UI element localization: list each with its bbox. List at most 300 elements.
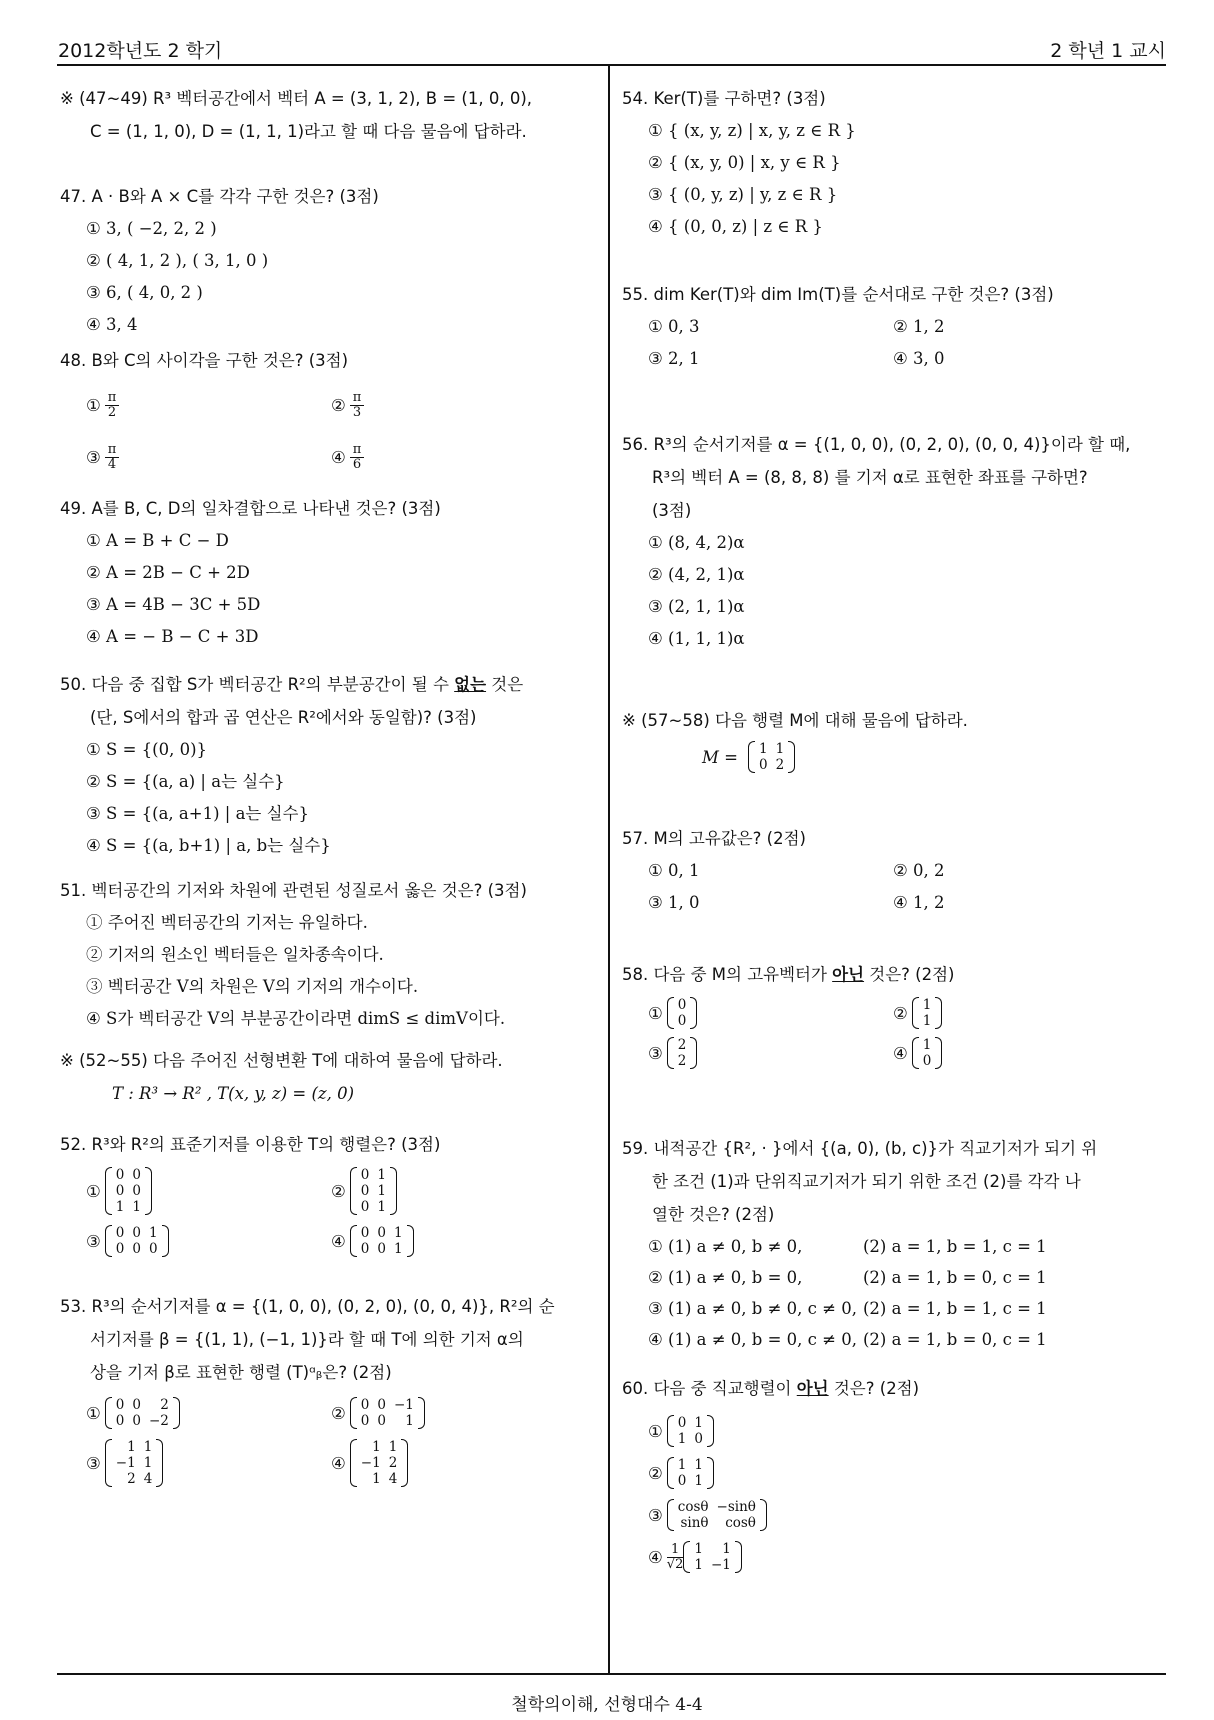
option-2[interactable] — [893, 997, 1138, 1029]
condition-1: ④ (1) a ≠ 0, b = 0, c ≠ 0, — [648, 1330, 857, 1349]
option-row — [622, 1037, 1167, 1069]
option-list — [622, 1415, 1167, 1573]
left-bracket — [667, 1415, 674, 1447]
option-row — [60, 1397, 595, 1429]
option-2[interactable] — [622, 1457, 1167, 1489]
left-bracket — [105, 1439, 112, 1487]
left-bracket — [912, 997, 919, 1029]
matrix-entry: sinθ — [680, 1515, 709, 1531]
question-60 — [622, 1372, 1167, 1573]
intro-line: ※ (47~49) R³ 벡터공간에서 벡터 A = (3, 1, 2), B = (1, 0, 0), — [60, 89, 532, 108]
matrix — [667, 1499, 767, 1531]
intro-line: ※ (57~58) 다음 행렬 M에 대해 물음에 답하라. — [622, 711, 968, 730]
option-mark: ② — [648, 1463, 663, 1483]
matrix-entry: 0 — [360, 1225, 370, 1241]
stem-text: 58. 다음 중 M의 고유벡터가 — [622, 965, 833, 984]
matrix-entry: 0 — [377, 1413, 386, 1429]
option-row — [622, 311, 1167, 343]
matrix-entry: 4 — [388, 1471, 398, 1487]
question-stem-cont: (3점) — [652, 501, 692, 520]
matrix — [667, 997, 698, 1029]
condition-2: (2) a = 1, b = 0, c = 1 — [863, 1268, 1047, 1287]
option-mark: ③ — [86, 1231, 101, 1251]
option-mark: ① — [86, 1403, 101, 1423]
left-bracket — [912, 1037, 919, 1069]
matrix — [350, 1397, 425, 1429]
question-stem: 52. R³와 R²의 표준기저를 이용한 T의 행렬은? (3점) — [60, 1135, 441, 1154]
page-footer: 철학의이해, 선형대수 4-4 — [511, 1695, 703, 1715]
matrix-entry: 2 — [388, 1455, 398, 1471]
intro-formula: T : R³ → R² , T(x, y, z) = (z, 0) — [112, 1084, 355, 1103]
matrix-entry: 0 — [132, 1413, 141, 1429]
intro-line: C = (1, 1, 0), D = (1, 1, 1)라고 할 때 다음 물음에 답하라. — [90, 122, 527, 141]
stem-text: 것은? (2점) — [864, 965, 955, 984]
matrix-entry: 0 — [115, 1241, 125, 1257]
option-2[interactable] — [331, 1397, 576, 1429]
matrix — [667, 1037, 698, 1069]
matrix-entry: 0 — [677, 1013, 687, 1029]
option-3[interactable] — [648, 1037, 893, 1069]
option-1[interactable]: ① 0, 1 — [648, 861, 700, 880]
matrix-entry: 2 — [160, 1397, 169, 1413]
question-stem-cont: (단, S에서의 합과 곱 연산은 R²에서와 동일함)? (3점) — [90, 708, 477, 727]
option-2[interactable]: ② { (x, y, 0) | x, y ∈ R } — [648, 153, 841, 172]
question-stem: 49. A를 B, C, D의 일차결합으로 나타낸 것은? (3점) — [60, 499, 441, 518]
matrix-entry: 0 — [360, 1167, 370, 1183]
right-bracket — [418, 1397, 425, 1429]
matrix-entries — [674, 1415, 707, 1447]
matrix-entries — [357, 1439, 402, 1487]
option-mark: ③ — [648, 1043, 663, 1063]
right-bracket — [407, 1225, 414, 1257]
matrix — [105, 1225, 169, 1257]
condition-1: ① (1) a ≠ 0, b ≠ 0, — [648, 1237, 803, 1256]
right-bracket — [156, 1439, 163, 1487]
right-bracket — [735, 1541, 742, 1573]
option-3[interactable]: ③ { (0, y, z) | y, z ∈ R } — [648, 185, 838, 204]
stem-emphasis: 없는 — [454, 675, 487, 694]
matrix-entry: 1 — [115, 1199, 125, 1215]
matrix-entry: −1 — [360, 1455, 381, 1471]
matrix-entry: 1 — [377, 1199, 386, 1215]
matrix — [912, 997, 943, 1029]
matrix — [667, 1457, 714, 1489]
denominator: 3 — [352, 404, 362, 420]
option-mark: ③ — [86, 447, 101, 467]
left-bracket — [350, 1167, 357, 1215]
condition-2: (2) a = 1, b = 0, c = 1 — [863, 1330, 1047, 1349]
matrix-entry: 0 — [758, 757, 768, 773]
matrix-entry: 0 — [377, 1397, 386, 1413]
question-49 — [60, 492, 595, 653]
matrix-entry: cosθ — [725, 1515, 756, 1531]
matrix-entry: −sinθ — [716, 1499, 756, 1515]
right-bracket — [935, 1037, 942, 1069]
right-bracket — [690, 997, 697, 1029]
matrix-entry: 1 — [132, 1199, 141, 1215]
matrix-entry: 1 — [694, 1541, 703, 1557]
matrix-entry: 0 — [677, 1415, 687, 1431]
matrix-entries — [919, 1037, 936, 1069]
option-1[interactable] — [648, 997, 893, 1029]
option-4[interactable] — [331, 1439, 576, 1487]
option-4[interactable]: ④ { (0, 0, z) | z ∈ R } — [648, 217, 823, 236]
matrix — [105, 1439, 164, 1487]
option-mark: ④ — [331, 447, 346, 467]
question-53 — [60, 1290, 595, 1487]
option-3[interactable] — [86, 1225, 331, 1257]
option-row — [622, 343, 1167, 375]
numerator: π — [105, 391, 120, 406]
right-bracket — [390, 1167, 397, 1215]
option-4[interactable] — [622, 1541, 1167, 1573]
option-1[interactable]: ① { (x, y, z) | x, y, z ∈ R } — [648, 121, 856, 140]
question-stem-cont: R³의 벡터 A = (8, 8, 8) 를 기저 α로 표현한 좌표를 구하면? — [652, 468, 1088, 487]
numerator: π — [350, 443, 365, 458]
option-2[interactable]: ② S = {(a, a) | a는 실수} — [86, 772, 285, 791]
matrix-entry: 1 — [372, 1471, 381, 1487]
option-mark: ④ — [648, 1547, 663, 1567]
question-stem: 54. Ker(T)를 구하면? (3점) — [622, 89, 826, 108]
denominator: 6 — [352, 456, 362, 472]
option-row — [60, 1225, 595, 1257]
option-4[interactable]: ④ 3, 0 — [893, 349, 945, 368]
fraction — [350, 443, 365, 472]
option-4[interactable] — [331, 443, 576, 472]
bottom-rule — [57, 1673, 1166, 1675]
left-bracket — [748, 741, 755, 773]
matrix-entry: 2 — [677, 1053, 687, 1069]
right-bracket — [173, 1397, 180, 1429]
option-mark: ② — [331, 1181, 346, 1201]
question-59 — [622, 1132, 1167, 1355]
matrix-entry: 0 — [377, 1225, 386, 1241]
left-bracket — [105, 1167, 112, 1215]
matrix-entries — [674, 997, 691, 1029]
condition-1: ② (1) a ≠ 0, b = 0, — [648, 1268, 803, 1287]
matrix-entry: 1 — [694, 1457, 703, 1473]
option-4[interactable]: ④ S가 벡터공간 V의 부분공간이라면 dimS ≤ dimV이다. — [86, 1009, 506, 1028]
question-stem-cont: 서기저를 β = {(1, 1), (−1, 1)}라 할 때 T에 의한 기저 α의 — [90, 1330, 524, 1349]
option-mark: ④ — [331, 1453, 346, 1473]
matrix-entries — [112, 1439, 157, 1487]
option-4[interactable] — [331, 1225, 576, 1257]
matrix-entry: −2 — [148, 1413, 169, 1429]
matrix-entry: 0 — [360, 1397, 370, 1413]
stem-text: 60. 다음 중 직교행렬이 — [622, 1379, 797, 1398]
question-47 — [60, 180, 595, 341]
left-bracket — [667, 1037, 674, 1069]
question-stem: 56. R³의 순서기저를 α = {(1, 0, 0), (0, 2, 0), (0, 0, 4)}이라 할 때, — [622, 435, 1131, 454]
right-bracket — [690, 1037, 697, 1069]
option-row — [60, 1439, 595, 1487]
left-bracket — [667, 997, 674, 1029]
option-1[interactable]: ① 주어진 벡터공간의 기저는 유일하다. — [86, 913, 368, 932]
matrix-entry: 1 — [922, 997, 932, 1013]
matrix-entry: 0 — [115, 1397, 125, 1413]
left-bracket — [667, 1499, 674, 1531]
matrix — [748, 741, 795, 773]
matrix-entry: 1 — [405, 1413, 414, 1429]
question-58 — [622, 958, 1167, 1069]
option-2[interactable]: ② 0, 2 — [893, 861, 945, 880]
option-4[interactable] — [893, 1037, 1138, 1069]
option-4[interactable]: ④ 1, 2 — [893, 893, 945, 912]
matrix-entry: 1 — [393, 1241, 403, 1257]
matrix-entry: 0 — [132, 1225, 141, 1241]
option-mark: ④ — [893, 1043, 908, 1063]
left-bracket — [667, 1457, 674, 1489]
intro-47-49 — [60, 82, 595, 148]
matrix — [683, 1541, 742, 1573]
option-3[interactable] — [86, 443, 331, 472]
question-stem: 57. M의 고유값은? (2점) — [622, 829, 806, 848]
option-mark: ② — [331, 395, 346, 415]
option-2[interactable] — [331, 391, 576, 420]
right-bracket — [788, 741, 795, 773]
option-mark: ① — [86, 395, 101, 415]
matrix — [105, 1397, 180, 1429]
matrix-entry: 0 — [377, 1241, 386, 1257]
left-bracket — [105, 1397, 112, 1429]
matrix-entry: 1 — [922, 1037, 932, 1053]
header-left: 2012학년도 2 학기 — [58, 40, 223, 62]
stem-emphasis: 아닌 — [796, 1379, 829, 1398]
right-bracket — [760, 1499, 767, 1531]
left-bracket — [105, 1225, 112, 1257]
question-56 — [622, 428, 1167, 655]
question-54 — [622, 82, 1167, 243]
matrix-entry: 0 — [132, 1183, 141, 1199]
denominator: 4 — [107, 456, 117, 472]
option-3[interactable]: ③ 1, 0 — [648, 893, 700, 912]
matrix-entry: 1 — [694, 1473, 703, 1489]
numerator: π — [105, 443, 120, 458]
matrix-entry: 0 — [677, 1473, 687, 1489]
matrix-entry: 0 — [148, 1241, 158, 1257]
matrix-entry: 1 — [377, 1183, 386, 1199]
numerator: 1 — [667, 1543, 684, 1558]
question-stem — [60, 668, 595, 701]
matrix-entry: 2 — [127, 1471, 136, 1487]
matrix-entry: 2 — [775, 757, 785, 773]
matrix — [748, 741, 795, 773]
option-4[interactable]: ④ S = {(a, b+1) | a, b는 실수} — [86, 836, 331, 855]
left-bracket — [683, 1541, 690, 1573]
option-3[interactable]: ③ 6, ( 4, 0, 2 ) — [86, 283, 203, 302]
denominator: √2 — [666, 1556, 684, 1572]
option-row — [60, 385, 595, 425]
matrix — [105, 1167, 152, 1215]
fraction — [667, 1543, 684, 1572]
matrix-entry: −1 — [393, 1397, 414, 1413]
question-stem-cont: 상을 기저 β로 표현한 행렬 (T)ᵅᵦ은? (2점) — [90, 1363, 392, 1382]
option-3[interactable]: ③ S = {(a, a+1) | a는 실수} — [86, 804, 309, 823]
question-stem-cont: 열한 것은? (2점) — [652, 1205, 775, 1224]
fraction — [105, 391, 120, 420]
option-mark: ③ — [648, 1505, 663, 1525]
option-1[interactable] — [622, 1231, 1167, 1262]
matrix-entry: 2 — [677, 1037, 687, 1053]
matrix-entries — [357, 1167, 390, 1215]
matrix-entry: 0 — [115, 1225, 125, 1241]
option-4[interactable]: ④ 3, 4 — [86, 315, 138, 334]
option-2[interactable]: ② 1, 2 — [893, 317, 945, 336]
matrix-entries — [112, 1397, 173, 1429]
matrix-entry: 0 — [360, 1413, 370, 1429]
matrix-entry: 0 — [360, 1241, 370, 1257]
option-2[interactable]: ② 기저의 원소인 벡터들은 일차종속이다. — [86, 945, 384, 964]
numerator: π — [350, 391, 365, 406]
matrix-entry: −1 — [710, 1557, 731, 1573]
matrix-entry: 4 — [143, 1471, 153, 1487]
option-4[interactable]: ④ (1, 1, 1)α — [648, 629, 745, 648]
matrix-entry: 1 — [372, 1439, 381, 1455]
option-3[interactable]: ③ A = 4B − 3C + 5D — [86, 595, 261, 614]
matrix-entry: 1 — [377, 1167, 386, 1183]
question-stem: 59. 내적공간 {R², · }에서 {(a, 0), (b, c)}가 직교기저가 되기 위 — [622, 1139, 1098, 1158]
matrix-entry: 1 — [388, 1439, 398, 1455]
left-bracket — [350, 1225, 357, 1257]
matrix-entry: 1 — [775, 741, 785, 757]
option-row — [622, 855, 1167, 887]
matrix-entries — [690, 1541, 735, 1573]
matrix-entry: 1 — [922, 1013, 932, 1029]
option-mark: ③ — [86, 1453, 101, 1473]
option-3[interactable]: ③ 2, 1 — [648, 349, 700, 368]
option-1[interactable] — [86, 391, 331, 420]
option-1[interactable]: ① S = {(0, 0)} — [86, 740, 208, 759]
left-bracket — [350, 1439, 357, 1487]
matrix-entry: 0 — [132, 1241, 141, 1257]
matrix-entry: 1 — [393, 1225, 403, 1241]
matrix — [912, 1037, 943, 1069]
option-row — [622, 887, 1167, 919]
matrix-entry: 0 — [360, 1183, 370, 1199]
matrix-entries — [755, 741, 788, 773]
matrix-entries — [112, 1167, 145, 1215]
option-3[interactable]: ③ 벡터공간 V의 차원은 V의 기저의 개수이다. — [86, 977, 419, 996]
option-1[interactable]: ① A = B + C − D — [86, 531, 229, 550]
condition-2: (2) a = 1, b = 1, c = 1 — [863, 1237, 1047, 1256]
matrix-entries — [919, 997, 936, 1029]
intro-57-58 — [622, 704, 1167, 773]
option-2[interactable]: ② A = 2B − C + 2D — [86, 563, 250, 582]
matrix-entry: 0 — [694, 1431, 703, 1447]
right-bracket — [145, 1167, 152, 1215]
matrix-entries — [357, 1397, 418, 1429]
question-stem: 51. 벡터공간의 기저와 차원에 관련된 성질로서 옳은 것은? (3점) — [60, 881, 527, 900]
option-mark: ② — [331, 1403, 346, 1423]
option-mark: ④ — [331, 1231, 346, 1251]
option-row — [60, 437, 595, 477]
option-3[interactable] — [622, 1293, 1167, 1324]
left-bracket — [350, 1397, 357, 1429]
matrix-entry: 1 — [127, 1439, 136, 1455]
option-mark: ① — [648, 1421, 663, 1441]
question-57 — [622, 822, 1167, 919]
question-stem: 48. B와 C의 사이각을 구한 것은? (3점) — [60, 351, 349, 370]
matrix — [350, 1225, 414, 1257]
matrix-label: M = — [702, 747, 738, 767]
matrix-entry: 0 — [360, 1199, 370, 1215]
stem-text: 것은? (2점) — [828, 1379, 920, 1398]
question-50 — [60, 668, 595, 862]
matrix-entry: −1 — [115, 1455, 136, 1471]
option-3[interactable] — [622, 1499, 1167, 1531]
option-1[interactable] — [86, 1167, 331, 1215]
option-1[interactable]: ① (8, 4, 2)α — [648, 533, 745, 552]
matrix-entry: 1 — [677, 1457, 687, 1473]
right-bracket — [935, 997, 942, 1029]
matrix-entry: 1 — [677, 1431, 687, 1447]
right-bracket — [707, 1457, 714, 1489]
question-stem — [622, 958, 1167, 991]
option-row — [622, 997, 1167, 1029]
question-stem: 55. dim Ker(T)와 dim Im(T)를 순서대로 구한 것은? (3점) — [622, 285, 1054, 304]
stem-emphasis: 아닌 — [832, 965, 865, 984]
matrix-entry: 0 — [922, 1053, 932, 1069]
intro-line: ※ (52~55) 다음 주어진 선형변환 T에 대하여 물음에 답하라. — [60, 1051, 503, 1070]
matrix-entry: 1 — [758, 741, 768, 757]
matrix-entry: 0 — [115, 1167, 125, 1183]
matrix — [350, 1439, 409, 1487]
matrix-entry: 1 — [143, 1455, 153, 1471]
option-2[interactable]: ② ( 4, 1, 2 ), ( 3, 1, 0 ) — [86, 251, 269, 270]
matrix-entries — [674, 1499, 760, 1531]
matrix-entry: 0 — [115, 1183, 125, 1199]
option-2[interactable] — [622, 1262, 1167, 1293]
matrix-M — [622, 741, 1167, 773]
option-row — [60, 1167, 595, 1215]
condition-2: (2) a = 1, b = 1, c = 1 — [863, 1299, 1047, 1318]
header-right: 2 학년 1 교시 — [1050, 40, 1166, 62]
matrix-entry: 1 — [148, 1225, 158, 1241]
question-stem — [622, 1372, 1167, 1405]
intro-52-55 — [60, 1044, 595, 1110]
matrix-entries — [674, 1457, 707, 1489]
option-1[interactable]: ① 0, 3 — [648, 317, 700, 336]
question-stem: 47. A · B와 A × C를 각각 구한 것은? (3점) — [60, 187, 379, 206]
fraction — [105, 443, 120, 472]
option-2[interactable]: ② (4, 2, 1)α — [648, 565, 745, 584]
denominator: 2 — [107, 404, 117, 420]
right-bracket — [707, 1415, 714, 1447]
option-3[interactable]: ③ (2, 1, 1)α — [648, 597, 745, 616]
option-4[interactable]: ④ A = − B − C + 3D — [86, 627, 259, 646]
option-1[interactable]: ① 3, ( −2, 2, 2 ) — [86, 219, 217, 238]
option-4[interactable] — [622, 1324, 1167, 1355]
matrix-entry: 0 — [132, 1167, 141, 1183]
matrix-entry: 0 — [677, 997, 687, 1013]
question-stem: 53. R³의 순서기저를 α = {(1, 0, 0), (0, 2, 0), (0, 0, 4)}, R²의 순 — [60, 1297, 555, 1316]
option-mark: ② — [893, 1003, 908, 1023]
right-bracket — [401, 1439, 408, 1487]
question-55 — [622, 278, 1167, 375]
option-1[interactable] — [622, 1415, 1167, 1447]
condition-1: ③ (1) a ≠ 0, b ≠ 0, c ≠ 0, — [648, 1299, 857, 1318]
stem-text: 50. 다음 중 집합 S가 벡터공간 R²의 부분공간이 될 수 — [60, 675, 455, 694]
question-52 — [60, 1128, 595, 1257]
matrix-entry: 1 — [722, 1541, 731, 1557]
option-3[interactable] — [86, 1439, 331, 1487]
matrix-entry: 1 — [694, 1557, 703, 1573]
option-1[interactable] — [86, 1397, 331, 1429]
option-mark: ① — [86, 1181, 101, 1201]
option-mark: ① — [648, 1003, 663, 1023]
option-2[interactable] — [331, 1167, 576, 1215]
question-stem-cont: 한 조건 (1)과 단위직교기저가 되기 위한 조건 (2)를 각각 나 — [652, 1172, 1081, 1191]
